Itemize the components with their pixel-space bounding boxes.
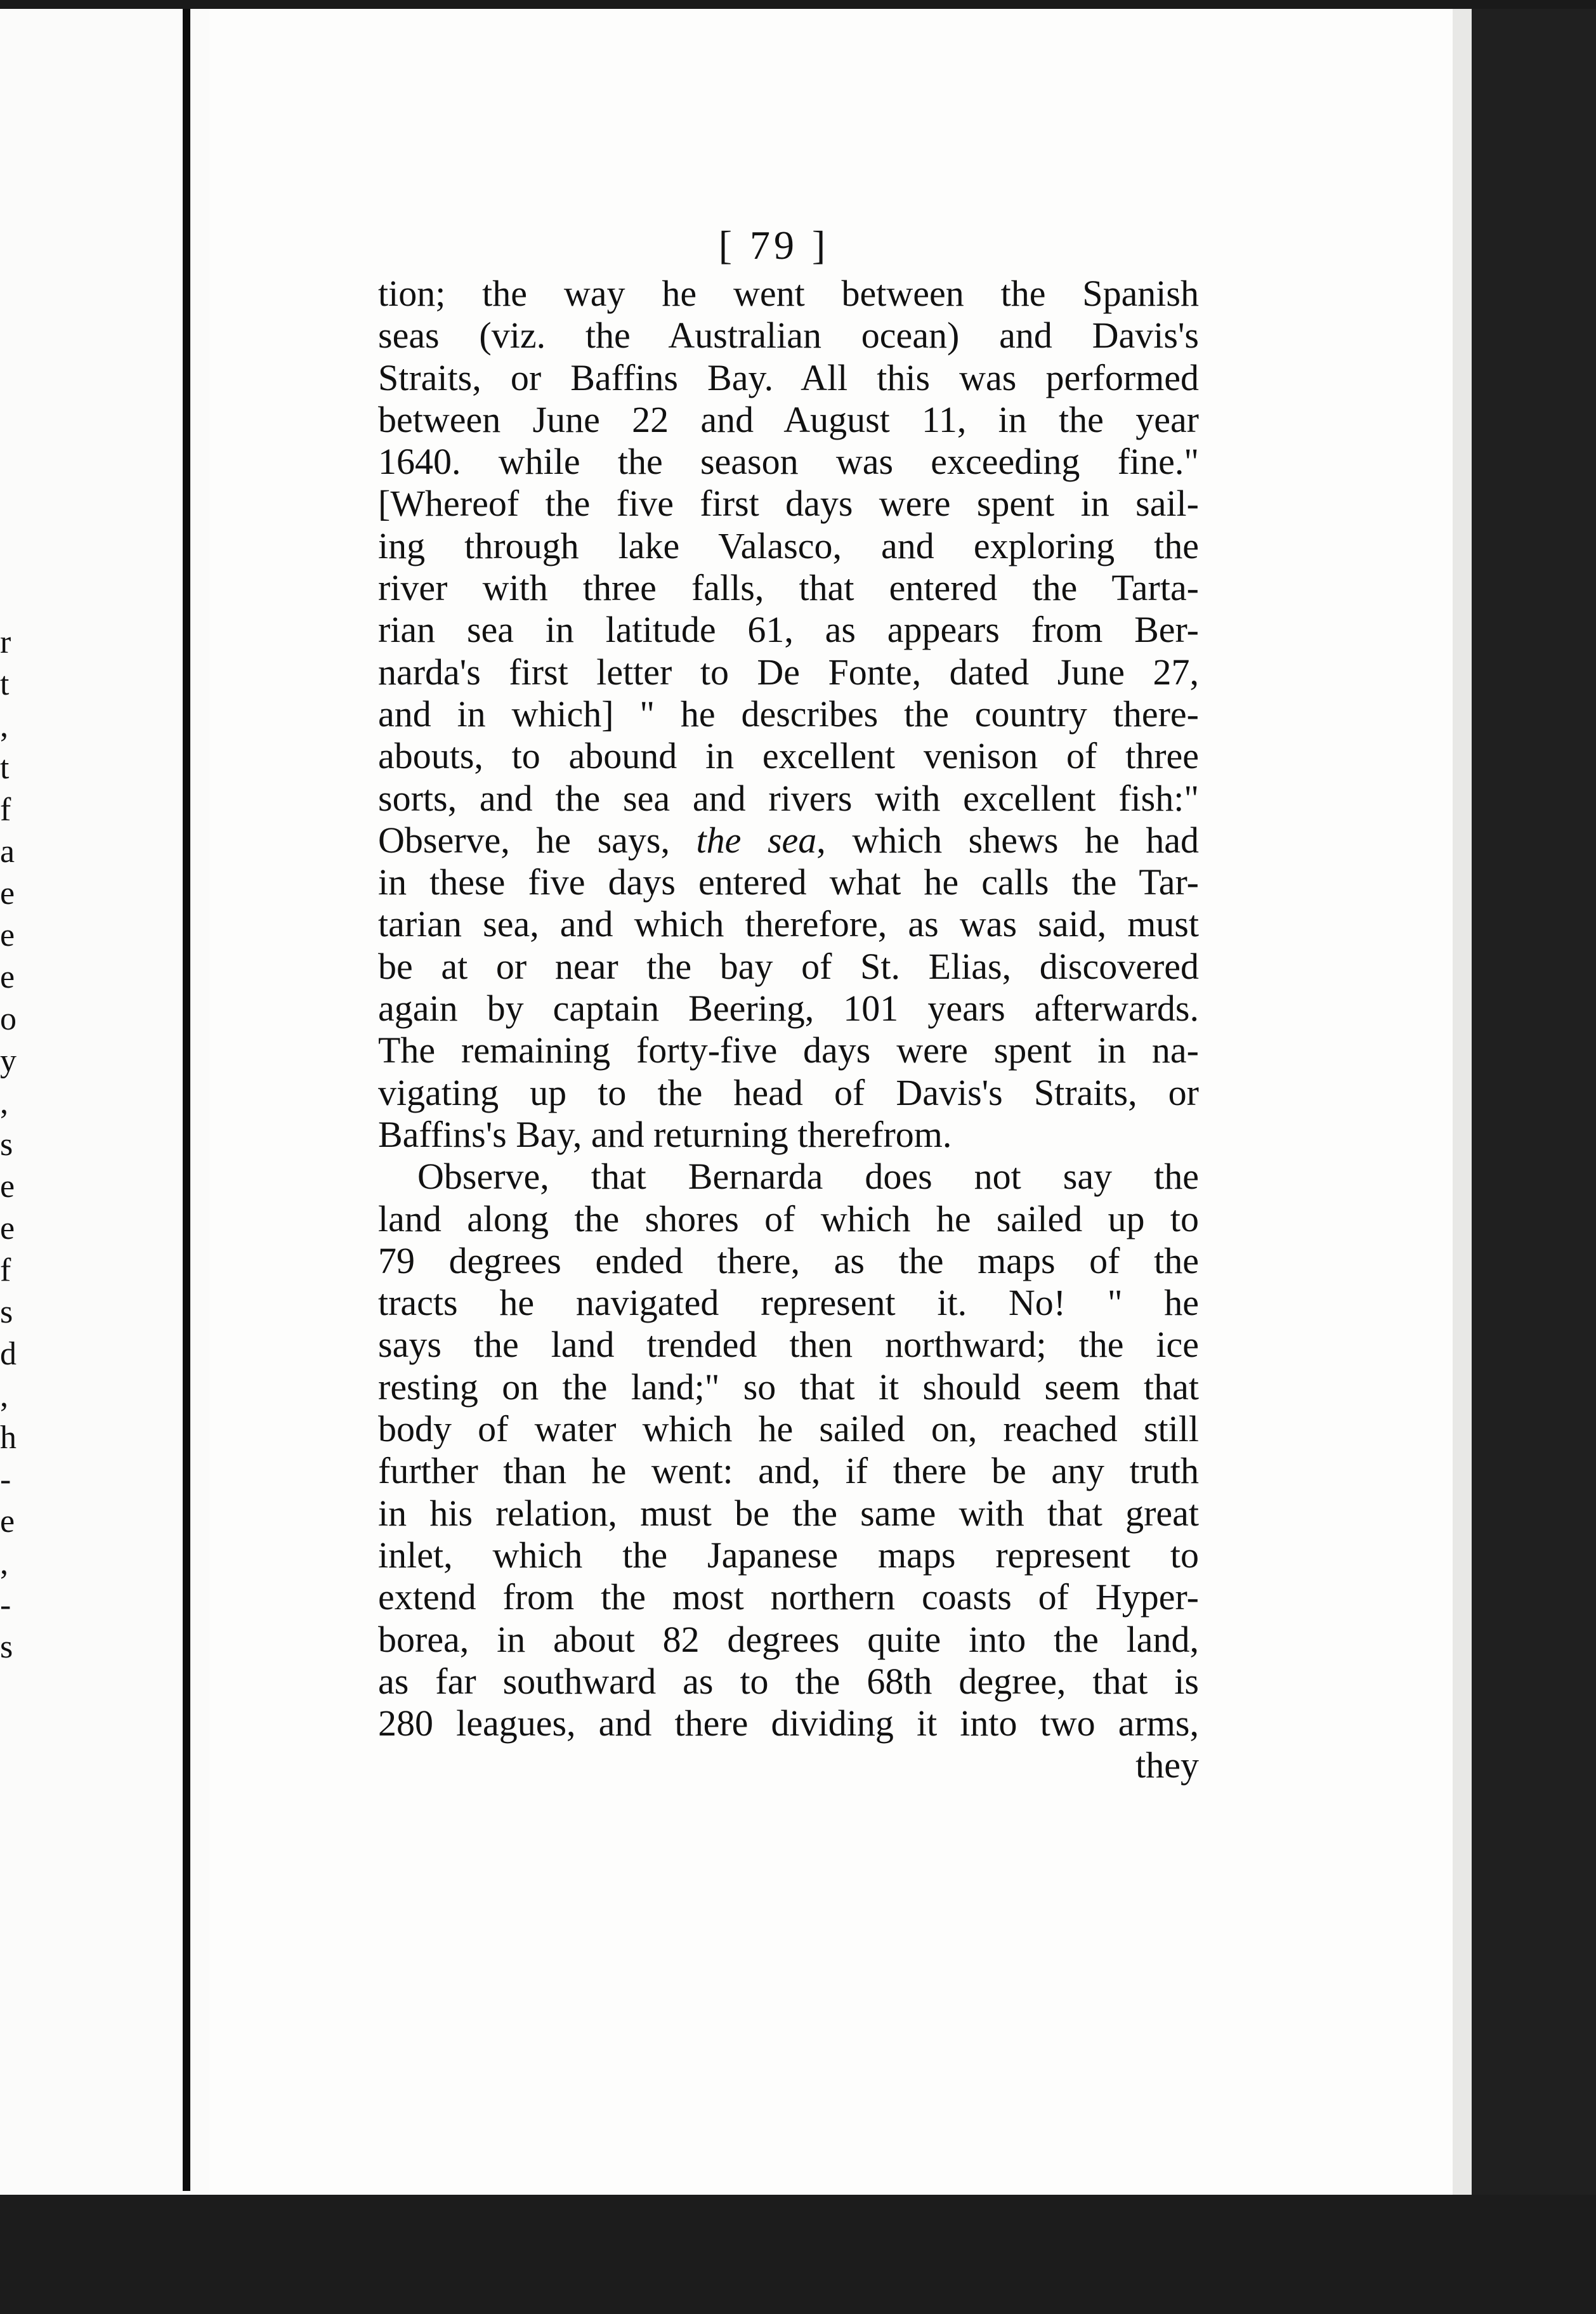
text-line: between June 22 and August 11, in the year: [378, 398, 1199, 440]
edge-fragment: f: [0, 792, 11, 828]
body-text: [378, 273, 1199, 1787]
edge-fragment: f: [0, 1252, 11, 1288]
edge-fragment: y: [0, 1043, 16, 1079]
text-line: 1640. while the season was exceeding fine.": [378, 441, 1199, 483]
edge-fragment: ,: [0, 708, 8, 744]
edge-fragment: d: [0, 1336, 16, 1372]
edge-fragment: e: [0, 959, 15, 995]
edge-fragment: e: [0, 875, 15, 912]
edge-fragment: s: [0, 1294, 13, 1330]
text-line: river with three falls, that entered the Tarta-: [378, 567, 1199, 609]
text-line: The remaining forty-five days were spent in na-: [378, 1030, 1199, 1071]
text-line: in these five days entered what he calls the Tar-: [378, 861, 1199, 903]
text-line: 280 leagues, and there dividing it into two arms,: [378, 1703, 1199, 1744]
text-line: as far southward as to the 68th degree, that is: [378, 1660, 1199, 1702]
edge-fragment: ,: [0, 1545, 8, 1581]
text-line: ing through lake Valasco, and exploring the: [378, 525, 1199, 566]
text-line: further than he went: and, if there be any truth: [378, 1450, 1199, 1492]
page-number-header: [ 79 ]: [718, 223, 830, 268]
edge-fragment: ,: [0, 1085, 8, 1121]
text-line: inlet, which the Japanese maps represent to: [378, 1534, 1199, 1576]
edge-fragment: -: [0, 1461, 11, 1498]
text-line: says the land trended then northward; the ice: [378, 1324, 1199, 1366]
text-line: Straits, or Baffins Bay. All this was performed: [378, 356, 1199, 398]
edge-fragment: r: [0, 624, 11, 660]
text-line: tracts he navigated represent it. No! " he: [378, 1282, 1199, 1324]
edge-fragment: e: [0, 917, 15, 953]
edge-fragment: e: [0, 1210, 15, 1246]
text-line: tion; the way he went between the Spanish: [378, 273, 1199, 314]
edge-fragment: -: [0, 1587, 11, 1623]
line-tail: , which shews he had: [816, 819, 1199, 861]
text-line: land along the shores of which he sailed up to: [378, 1198, 1199, 1239]
text-line: rian sea in latitude 61, as appears from Ber-: [378, 609, 1199, 651]
text-line: resting on the land;" so that it should seem that: [378, 1366, 1199, 1408]
edge-fragment: a: [0, 833, 15, 870]
text-line: extend from the most northern coasts of Hyper-: [378, 1576, 1199, 1618]
text-line: tarian sea, and which therefore, as was said, must: [378, 903, 1199, 945]
edge-fragment: e: [0, 1503, 15, 1539]
text-line: be at or near the bay of St. Elias, discovered: [378, 945, 1199, 987]
text-line: vigating up to the head of Davis's Straits, or: [378, 1071, 1199, 1113]
edge-fragment: s: [0, 1127, 13, 1163]
text-line: borea, in about 82 degrees quite into the land,: [378, 1618, 1199, 1660]
edge-fragment: o: [0, 1001, 16, 1037]
text-line: 79 degrees ended there, as the maps of the: [378, 1239, 1199, 1281]
text-line: Baffins's Bay, and returning therefrom.: [378, 1113, 952, 1155]
edge-fragment: t: [0, 750, 10, 786]
scan-bottom-border: [0, 2195, 1596, 2314]
edge-fragment: t: [0, 666, 10, 702]
text-line: narda's first letter to De Fonte, dated June 27,: [378, 651, 1199, 693]
facing-page-edge-text: [0, 622, 25, 1795]
text-line: again by captain Beering, 101 years afterwards.: [378, 988, 1199, 1030]
edge-fragment: e: [0, 1168, 15, 1205]
text-line: sorts, and the sea and rivers with excellent fish:": [378, 777, 1199, 819]
text-line-with-italic: [378, 820, 1199, 861]
scan-right-border: [1472, 9, 1596, 2314]
facing-page: [0, 9, 212, 2197]
text-line: abouts, to abound in excellent venison of three: [378, 735, 1199, 777]
line-lead: Observe, he says,: [378, 819, 697, 861]
text-line: [Whereof the five first days were spent in sail-: [378, 483, 1199, 525]
text-line: seas (viz. the Australian ocean) and Davis's: [378, 315, 1199, 356]
text-line: in his relation, must be the same with that great: [378, 1492, 1199, 1534]
text-line: body of water which he sailed on, reached still: [378, 1408, 1199, 1450]
paragraph-start-line: Observe, that Bernarda does not say the: [417, 1156, 1199, 1198]
page-gutter: [183, 9, 190, 2191]
edge-fragment: h: [0, 1420, 16, 1456]
edge-fragment: ,: [0, 1378, 8, 1414]
italic-phrase: the sea: [696, 819, 817, 861]
catchword: they: [1135, 1744, 1199, 1786]
edge-fragment: s: [0, 1629, 13, 1665]
text-line: and in which] " he describes the country there-: [378, 693, 1199, 735]
